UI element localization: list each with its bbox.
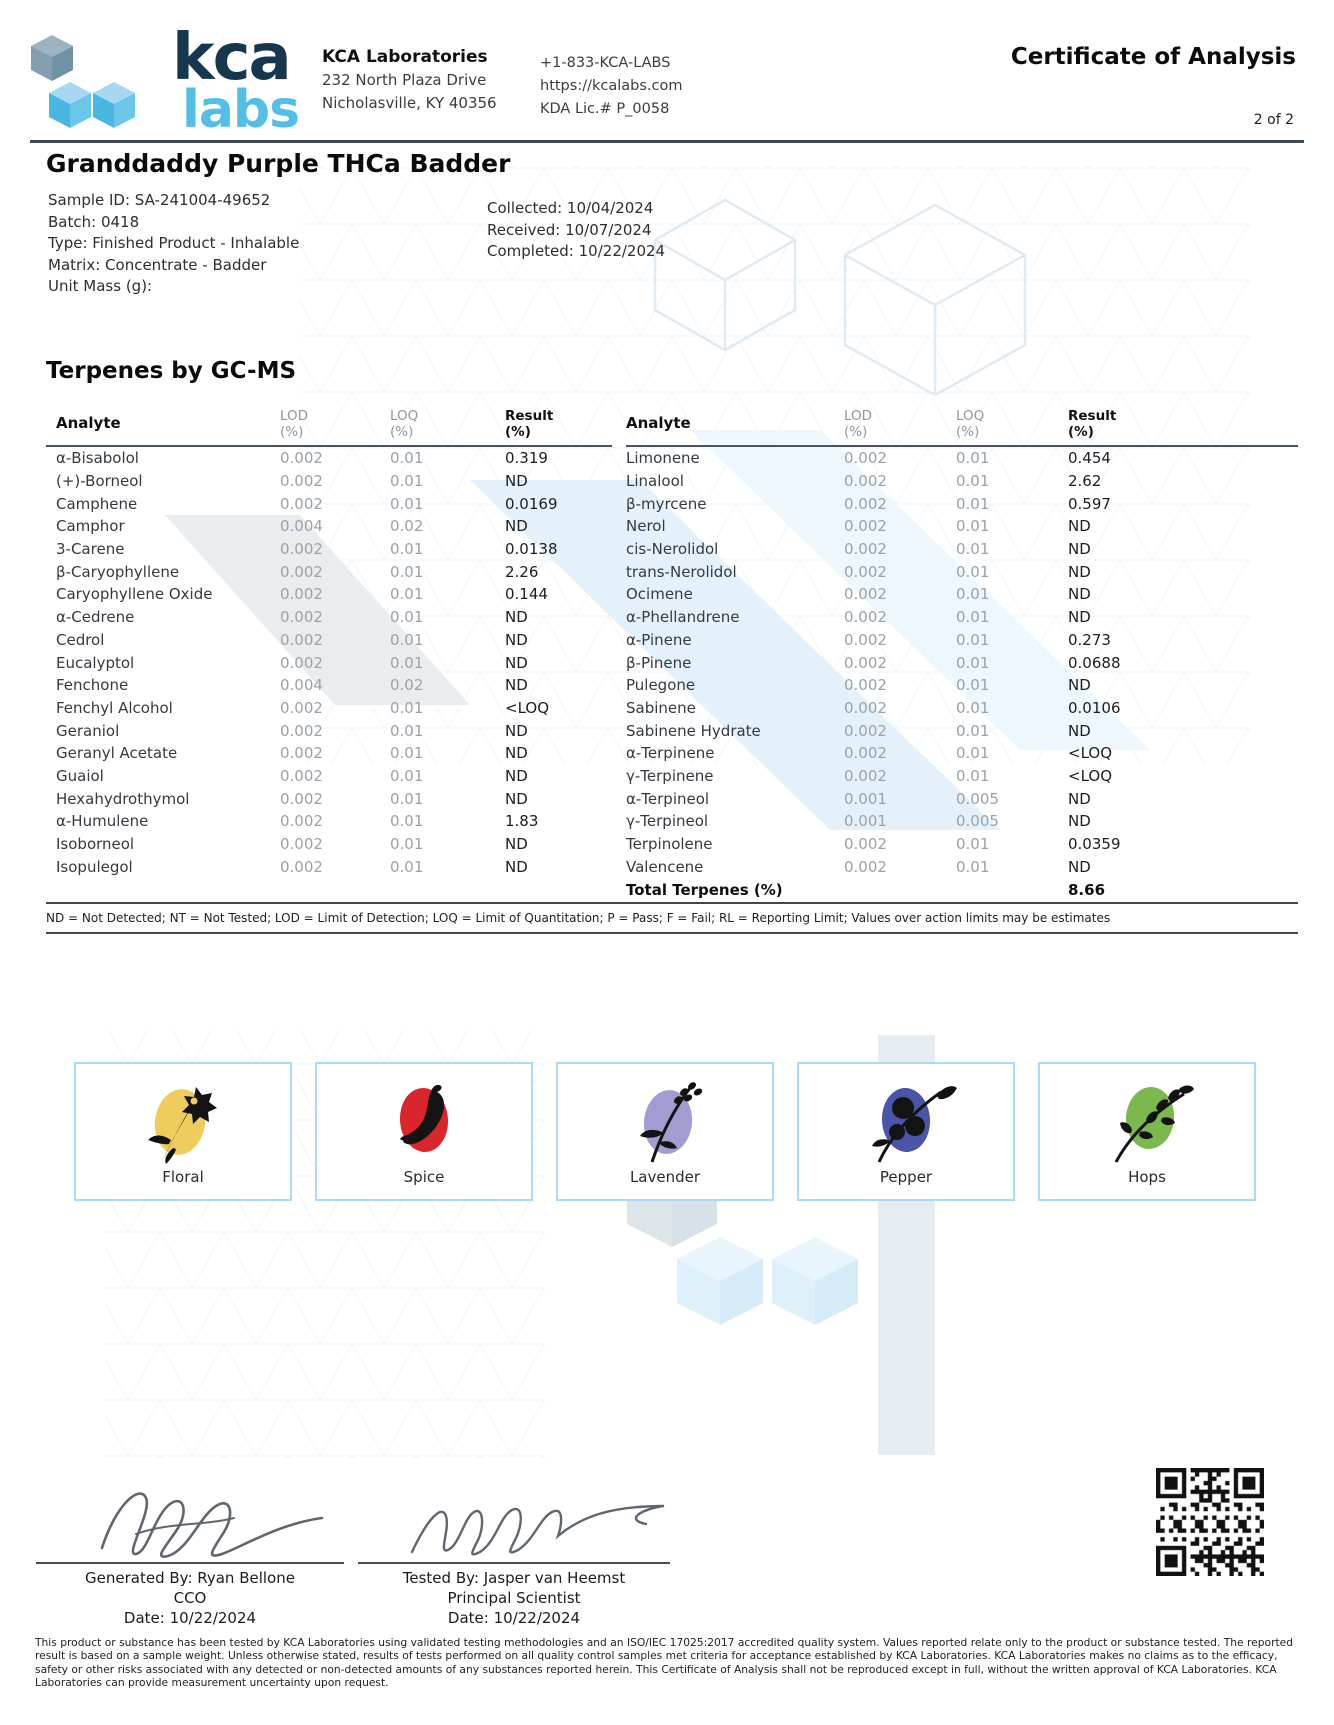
column-header-lod: LOD (%) bbox=[280, 408, 309, 440]
loq-value: 0.01 bbox=[390, 698, 424, 717]
legal-disclaimer: This product or substance has been tested by KCA Laboratories using validated testing methodologies and an ISO/IEC 17025:2017 accredited quality system. Values reported relate only to the product or substance tested. The reported result is based on a sample weight. Unless otherwise stated, results of tests performed on all quality control samples met criteria for acceptance established by KCA Laboratories. KCA Laboratories makes no claims as to the efficacy, safety or other risks associated with any detected or non-detected amounts of any substances reported herein. This Certificate of Analysis shall not be reproduced except in full, without the written approval of KCA Laboratories. KCA Laboratories can provide measurement uncertainty upon request. bbox=[35, 1636, 1294, 1690]
generated-by-signature-line bbox=[36, 1562, 344, 1564]
loq-value: 0.01 bbox=[956, 562, 990, 581]
table-row bbox=[46, 855, 612, 878]
result-value: 0.319 bbox=[505, 449, 548, 468]
result-value: ND bbox=[505, 608, 528, 627]
analyte-name: α-Phellandrene bbox=[626, 608, 740, 627]
profile-card-floral bbox=[74, 1062, 292, 1201]
analyte-name: 3-Carene bbox=[56, 540, 125, 559]
analyte-name: Isopulegol bbox=[56, 857, 133, 876]
column-header-loq: LOQ (%) bbox=[956, 408, 985, 440]
table-row bbox=[626, 560, 1298, 583]
generated-by-name: Generated By: Ryan Bellone bbox=[85, 1569, 295, 1587]
result-value: ND bbox=[505, 744, 528, 763]
table-row bbox=[46, 515, 612, 538]
loq-value: 0.01 bbox=[390, 540, 424, 559]
floral-icon bbox=[128, 1074, 238, 1166]
analyte-name: Camphor bbox=[56, 517, 125, 536]
column-header-lod: LOD (%) bbox=[844, 408, 873, 440]
table-row bbox=[626, 606, 1298, 629]
generated-by-block bbox=[36, 1568, 344, 1628]
sample-meta-line: Batch: 0418 bbox=[48, 212, 140, 231]
table-row bbox=[626, 447, 1298, 470]
table-body-right bbox=[626, 447, 1298, 878]
analyte-name: Pulegone bbox=[626, 676, 696, 695]
lod-value: 0.002 bbox=[844, 835, 887, 854]
loq-value: 0.01 bbox=[956, 472, 990, 491]
loq-value: 0.01 bbox=[390, 449, 424, 468]
result-value: ND bbox=[1068, 812, 1091, 831]
result-value: ND bbox=[1068, 721, 1091, 740]
lod-value: 0.002 bbox=[844, 585, 887, 604]
table-row bbox=[626, 833, 1298, 856]
profile-label: Lavender bbox=[629, 1168, 701, 1186]
lod-value: 0.002 bbox=[280, 812, 323, 831]
loq-value: 0.01 bbox=[956, 857, 990, 876]
lod-value: 0.002 bbox=[844, 766, 887, 785]
profile-card-pepper bbox=[797, 1062, 1015, 1201]
analyte-name: α-Pinene bbox=[626, 630, 692, 649]
lod-value: 0.001 bbox=[844, 812, 887, 831]
gray-cube-icon bbox=[31, 35, 73, 81]
loq-value: 0.01 bbox=[390, 835, 424, 854]
result-value: 0.0106 bbox=[1068, 698, 1121, 717]
table-footnote: ND = Not Detected; NT = Not Tested; LOD = Limit of Detection; LOQ = Limit of Quantitation; P = Pass; F = Fail; RL = Reporting Limit; Values over action limits may be estimates bbox=[46, 902, 1298, 934]
result-value: 0.454 bbox=[1068, 449, 1111, 468]
analyte-name: Caryophyllene Oxide bbox=[56, 585, 213, 604]
loq-value: 0.01 bbox=[956, 630, 990, 649]
analyte-name: Nerol bbox=[626, 517, 666, 536]
table-header-row bbox=[626, 406, 1298, 447]
analyte-name: Eucalyptol bbox=[56, 653, 135, 672]
result-value: 0.0688 bbox=[1068, 653, 1121, 672]
loq-value: 0.01 bbox=[956, 608, 990, 627]
analyte-name: β-Pinene bbox=[626, 653, 692, 672]
hops-icon bbox=[1092, 1074, 1202, 1166]
terpene-table-left-half bbox=[46, 406, 612, 878]
analyte-name: Sabinene Hydrate bbox=[626, 721, 761, 740]
profile-card-spice bbox=[315, 1062, 533, 1201]
page-indicator: 2 of 2 bbox=[1253, 112, 1294, 128]
profile-card-lavender bbox=[556, 1062, 774, 1201]
tested-by-signature bbox=[398, 1490, 688, 1562]
table-row bbox=[626, 765, 1298, 788]
profile-label: Spice bbox=[403, 1168, 445, 1186]
loq-value: 0.01 bbox=[956, 517, 990, 536]
table-row bbox=[46, 447, 612, 470]
table-row bbox=[46, 492, 612, 515]
terpene-profile-cards bbox=[74, 1062, 1256, 1201]
analyte-name: α-Terpinene bbox=[626, 744, 715, 763]
result-value: ND bbox=[1068, 857, 1091, 876]
lod-value: 0.002 bbox=[844, 517, 887, 536]
analyte-name: Cedrol bbox=[56, 630, 105, 649]
profile-label: Pepper bbox=[879, 1168, 933, 1186]
table-row bbox=[626, 810, 1298, 833]
result-value: 0.273 bbox=[1068, 630, 1111, 649]
result-value: 2.26 bbox=[505, 562, 539, 581]
table-row bbox=[46, 765, 612, 788]
analyte-name: Hexahydrothymol bbox=[56, 789, 190, 808]
analyte-name: β-Caryophyllene bbox=[56, 562, 180, 581]
analyte-name: α-Terpineol bbox=[626, 789, 710, 808]
lod-value: 0.002 bbox=[844, 653, 887, 672]
analyte-name: Terpinolene bbox=[626, 835, 713, 854]
lod-value: 0.002 bbox=[280, 835, 323, 854]
lod-value: 0.002 bbox=[844, 630, 887, 649]
result-value: ND bbox=[505, 766, 528, 785]
lod-value: 0.002 bbox=[844, 449, 887, 468]
result-value: ND bbox=[505, 676, 528, 695]
section-title-terpenes: Terpenes by GC-MS bbox=[46, 358, 297, 384]
table-row bbox=[46, 629, 612, 652]
analyte-name: Valencene bbox=[626, 857, 704, 876]
table-row bbox=[626, 719, 1298, 742]
tested-by-block bbox=[358, 1568, 670, 1628]
table-row bbox=[46, 787, 612, 810]
result-value: 0.144 bbox=[505, 585, 548, 604]
profile-label: Hops bbox=[1128, 1168, 1166, 1186]
analyte-name: Geraniol bbox=[56, 721, 120, 740]
loq-value: 0.01 bbox=[390, 721, 424, 740]
table-row bbox=[626, 651, 1298, 674]
result-value: 1.83 bbox=[505, 812, 539, 831]
result-value: <LOQ bbox=[1068, 766, 1113, 785]
loq-value: 0.01 bbox=[956, 835, 990, 854]
result-value: 0.0359 bbox=[1068, 835, 1121, 854]
result-value: 0.0169 bbox=[505, 494, 558, 513]
column-header-analyte: Analyte bbox=[626, 414, 691, 432]
sample-meta-line: Matrix: Concentrate - Badder bbox=[48, 255, 267, 274]
analyte-name: Linalool bbox=[626, 472, 684, 491]
document-title: Certificate of Analysis bbox=[1010, 44, 1296, 70]
kca-labs-logo-cubes-icon bbox=[30, 32, 165, 137]
result-value: <LOQ bbox=[505, 698, 550, 717]
table-row bbox=[626, 470, 1298, 493]
loq-value: 0.01 bbox=[956, 721, 990, 740]
table-row bbox=[626, 538, 1298, 561]
analyte-name: γ-Terpineol bbox=[626, 812, 709, 831]
lod-value: 0.002 bbox=[280, 540, 323, 559]
lod-value: 0.002 bbox=[844, 562, 887, 581]
result-value: ND bbox=[505, 789, 528, 808]
table-row bbox=[626, 855, 1298, 878]
loq-value: 0.01 bbox=[390, 608, 424, 627]
terpene-table-right-half bbox=[626, 406, 1298, 901]
loq-value: 0.01 bbox=[390, 585, 424, 604]
loq-value: 0.01 bbox=[956, 449, 990, 468]
lavender-icon bbox=[610, 1074, 720, 1166]
table-row bbox=[46, 810, 612, 833]
lod-value: 0.002 bbox=[844, 698, 887, 717]
table-row bbox=[46, 742, 612, 765]
sample-meta-block bbox=[48, 190, 299, 298]
sample-date-line: Received: 10/07/2024 bbox=[487, 220, 652, 239]
sample-meta-line: Sample ID: SA-241004-49652 bbox=[48, 191, 271, 209]
table-row bbox=[46, 674, 612, 697]
analyte-name: Sabinene bbox=[626, 698, 696, 717]
lab-contact-block bbox=[540, 52, 682, 121]
blue-cube-icon bbox=[49, 82, 91, 128]
lod-value: 0.002 bbox=[280, 630, 323, 649]
lod-value: 0.002 bbox=[280, 744, 323, 763]
result-value: ND bbox=[1068, 608, 1091, 627]
loq-value: 0.02 bbox=[390, 517, 424, 536]
table-row bbox=[46, 470, 612, 493]
column-header-loq: LOQ (%) bbox=[390, 408, 419, 440]
table-row bbox=[626, 515, 1298, 538]
lod-value: 0.002 bbox=[280, 698, 323, 717]
lod-value: 0.001 bbox=[844, 789, 887, 808]
table-row bbox=[626, 629, 1298, 652]
lod-value: 0.002 bbox=[844, 676, 887, 695]
analyte-name: β-myrcene bbox=[626, 494, 707, 513]
analyte-name: Camphene bbox=[56, 494, 138, 513]
table-row bbox=[46, 583, 612, 606]
lod-value: 0.002 bbox=[844, 540, 887, 559]
loq-value: 0.01 bbox=[956, 494, 990, 513]
loq-value: 0.01 bbox=[390, 744, 424, 763]
lod-value: 0.002 bbox=[844, 721, 887, 740]
loq-value: 0.01 bbox=[390, 653, 424, 672]
analyte-name: Fenchone bbox=[56, 676, 129, 695]
lod-value: 0.002 bbox=[280, 857, 323, 876]
lod-value: 0.002 bbox=[280, 449, 323, 468]
loq-value: 0.01 bbox=[390, 812, 424, 831]
generated-by-role: CCO bbox=[173, 1589, 207, 1607]
lod-value: 0.004 bbox=[280, 517, 323, 536]
lod-value: 0.002 bbox=[280, 472, 323, 491]
table-row bbox=[46, 697, 612, 720]
loq-value: 0.01 bbox=[390, 562, 424, 581]
loq-value: 0.01 bbox=[390, 630, 424, 649]
analyte-name: α-Bisabolol bbox=[56, 449, 139, 468]
tested-by-date: Date: 10/22/2024 bbox=[447, 1609, 581, 1627]
result-value: 0.597 bbox=[1068, 494, 1111, 513]
lod-value: 0.002 bbox=[280, 721, 323, 740]
generated-by-date: Date: 10/22/2024 bbox=[123, 1609, 257, 1627]
loq-value: 0.005 bbox=[956, 789, 999, 808]
spice-icon bbox=[369, 1074, 479, 1166]
loq-value: 0.01 bbox=[956, 585, 990, 604]
analyte-name: Guaiol bbox=[56, 766, 104, 785]
loq-value: 0.02 bbox=[390, 676, 424, 695]
lab-address-line2: Nicholasville, KY 40356 bbox=[322, 94, 497, 112]
table-row bbox=[46, 833, 612, 856]
analyte-name: (+)-Borneol bbox=[56, 472, 143, 491]
lod-value: 0.004 bbox=[280, 676, 323, 695]
result-value: ND bbox=[1068, 676, 1091, 695]
table-body-left bbox=[46, 447, 612, 878]
analyte-name: Fenchyl Alcohol bbox=[56, 698, 173, 717]
analyte-name: trans-Nerolidol bbox=[626, 562, 737, 581]
sample-meta-line: Type: Finished Product - Inhalable bbox=[48, 234, 300, 253]
total-terpenes-row bbox=[626, 878, 1298, 901]
lod-value: 0.002 bbox=[844, 744, 887, 763]
brand-wordmark-labs: labs bbox=[182, 80, 300, 140]
table-row bbox=[46, 651, 612, 674]
analyte-name: Limonene bbox=[626, 449, 700, 468]
analyte-name: Isoborneol bbox=[56, 835, 135, 854]
profile-card-hops bbox=[1038, 1062, 1256, 1201]
lod-value: 0.002 bbox=[844, 494, 887, 513]
loq-value: 0.01 bbox=[390, 494, 424, 513]
table-row bbox=[626, 674, 1298, 697]
total-terpenes-label: Total Terpenes (%) bbox=[626, 880, 783, 899]
result-value: 0.0138 bbox=[505, 540, 558, 559]
table-row bbox=[46, 606, 612, 629]
result-value: ND bbox=[505, 472, 528, 491]
result-value: <LOQ bbox=[1068, 744, 1113, 763]
table-row bbox=[46, 719, 612, 742]
lod-value: 0.002 bbox=[280, 585, 323, 604]
lod-value: 0.002 bbox=[844, 472, 887, 491]
table-row bbox=[626, 492, 1298, 515]
lod-value: 0.002 bbox=[280, 494, 323, 513]
result-value: ND bbox=[1068, 789, 1091, 808]
lab-website: https://kcalabs.com bbox=[540, 78, 683, 94]
loq-value: 0.01 bbox=[956, 744, 990, 763]
column-header-result: Result (%) bbox=[1068, 408, 1117, 440]
tested-by-signature-line bbox=[358, 1562, 670, 1564]
blue-cube-icon bbox=[93, 82, 135, 128]
lab-name: KCA Laboratories bbox=[322, 47, 488, 67]
analyte-name: γ-Terpinene bbox=[626, 766, 714, 785]
loq-value: 0.01 bbox=[956, 540, 990, 559]
loq-value: 0.01 bbox=[390, 766, 424, 785]
lod-value: 0.002 bbox=[280, 766, 323, 785]
terpene-table bbox=[46, 406, 1298, 934]
analyte-name: Geranyl Acetate bbox=[56, 744, 178, 763]
result-value: ND bbox=[505, 721, 528, 740]
table-row bbox=[626, 583, 1298, 606]
generated-by-signature bbox=[82, 1478, 342, 1564]
lod-value: 0.002 bbox=[280, 608, 323, 627]
sample-dates-block bbox=[487, 198, 665, 263]
analyte-name: Ocimene bbox=[626, 585, 693, 604]
loq-value: 0.01 bbox=[956, 698, 990, 717]
result-value: ND bbox=[1068, 517, 1091, 536]
loq-value: 0.01 bbox=[956, 676, 990, 695]
analyte-name: α-Cedrene bbox=[56, 608, 135, 627]
loq-value: 0.005 bbox=[956, 812, 999, 831]
table-row bbox=[626, 742, 1298, 765]
header-divider bbox=[30, 140, 1304, 143]
profile-label: Floral bbox=[162, 1168, 204, 1186]
loq-value: 0.01 bbox=[956, 653, 990, 672]
table-row bbox=[46, 560, 612, 583]
qr-code bbox=[1156, 1468, 1264, 1576]
analyte-name: α-Humulene bbox=[56, 812, 149, 831]
result-value: ND bbox=[505, 630, 528, 649]
total-terpenes-value: 8.66 bbox=[1068, 880, 1106, 899]
table-row bbox=[46, 538, 612, 561]
brand-wordmark-kca: kca bbox=[172, 21, 290, 95]
table-row bbox=[626, 787, 1298, 810]
result-value: ND bbox=[505, 857, 528, 876]
analyte-name: cis-Nerolidol bbox=[626, 540, 719, 559]
lab-address-line1: 232 North Plaza Drive bbox=[322, 71, 487, 89]
table-row bbox=[626, 697, 1298, 720]
result-value: ND bbox=[1068, 540, 1091, 559]
lod-value: 0.002 bbox=[280, 653, 323, 672]
sample-date-line: Collected: 10/04/2024 bbox=[487, 199, 654, 217]
result-value: ND bbox=[505, 653, 528, 672]
column-header-result: Result (%) bbox=[505, 408, 554, 440]
lab-license: KDA Lic.# P_0058 bbox=[540, 101, 670, 117]
tested-by-role: Principal Scientist bbox=[447, 1589, 581, 1607]
loq-value: 0.01 bbox=[956, 766, 990, 785]
result-value: ND bbox=[1068, 562, 1091, 581]
lod-value: 0.002 bbox=[844, 857, 887, 876]
result-value: ND bbox=[505, 835, 528, 854]
sample-date-line: Completed: 10/22/2024 bbox=[487, 242, 666, 261]
product-name: Granddaddy Purple THCa Badder bbox=[46, 149, 511, 178]
lod-value: 0.002 bbox=[280, 562, 323, 581]
pepper-icon bbox=[851, 1074, 961, 1166]
table-header-row bbox=[46, 406, 612, 447]
loq-value: 0.01 bbox=[390, 472, 424, 491]
result-value: 2.62 bbox=[1068, 472, 1102, 491]
lod-value: 0.002 bbox=[280, 789, 323, 808]
result-value: ND bbox=[505, 517, 528, 536]
lod-value: 0.002 bbox=[844, 608, 887, 627]
sample-meta-line: Unit Mass (g): bbox=[48, 277, 153, 296]
loq-value: 0.01 bbox=[390, 789, 424, 808]
result-value: ND bbox=[1068, 585, 1091, 604]
lab-phone: +1-833-KCA-LABS bbox=[540, 55, 671, 71]
loq-value: 0.01 bbox=[390, 857, 424, 876]
lab-address-block bbox=[322, 46, 497, 115]
column-header-analyte: Analyte bbox=[56, 414, 121, 432]
tested-by-name: Tested By: Jasper van Heemst bbox=[402, 1569, 626, 1587]
